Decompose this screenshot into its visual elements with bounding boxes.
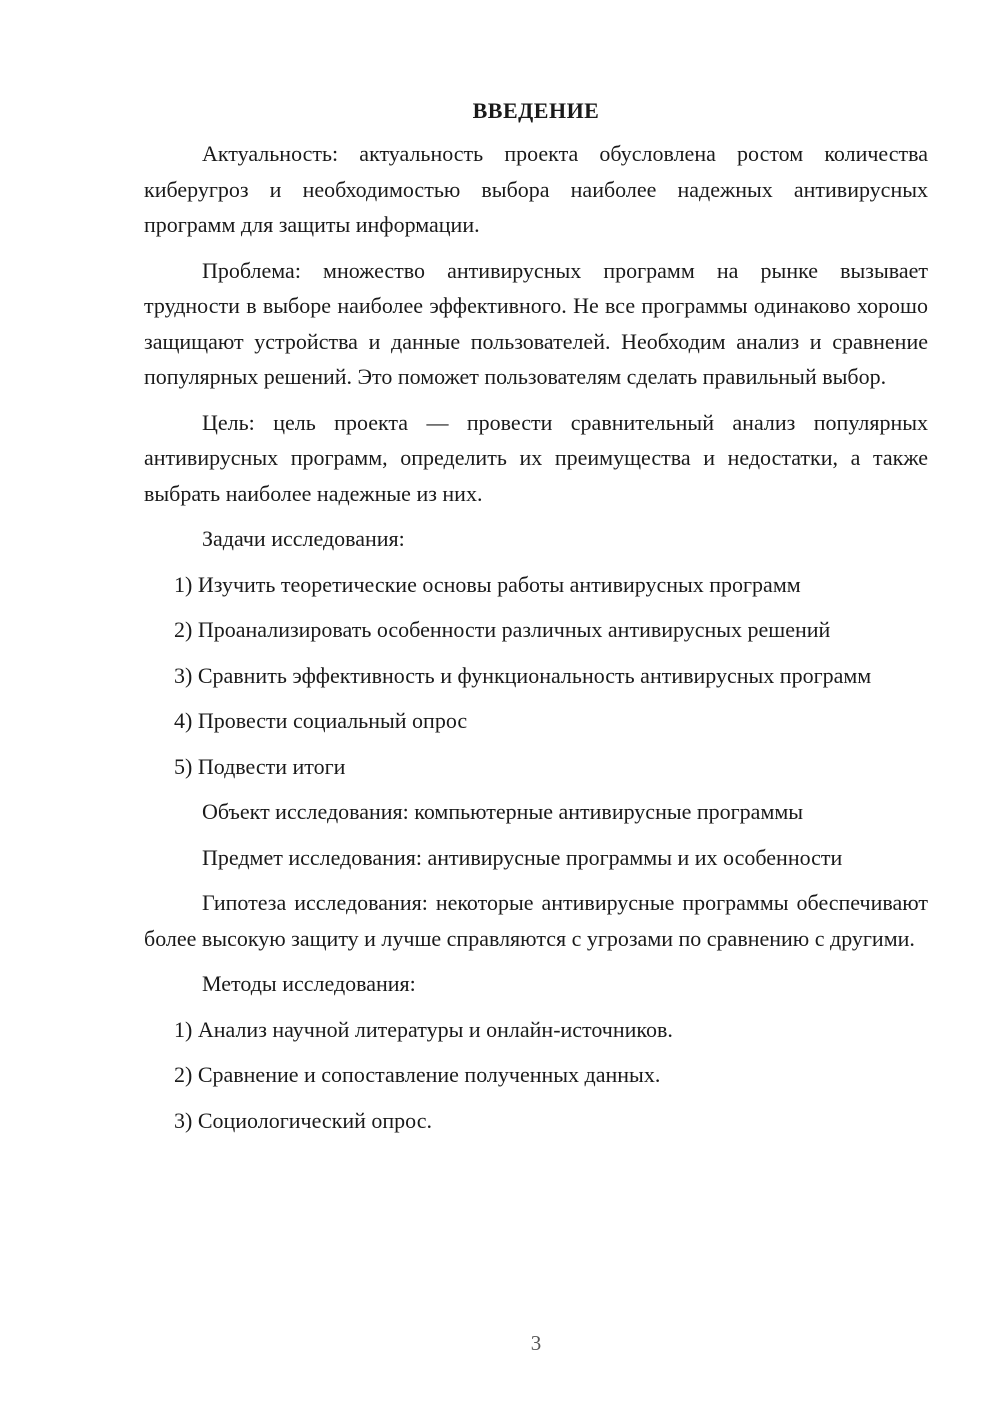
paragraph-hypothesis: Гипотеза исследования: некоторые антивирусные программы обеспечивают более высокую защиту и лучше справляются с угрозами по сравнению с другими.	[144, 890, 928, 951]
paragraph-subject: Предмет исследования: антивирусные программы и их особенности	[202, 844, 843, 870]
page-number: 3	[530, 1331, 542, 1355]
task-item-1: 1) Изучить теоретические основы работы антивирусных программ	[174, 571, 801, 597]
section-heading: ВВЕДЕНИЕ	[472, 98, 600, 123]
paragraph-relevance: Актуальность: актуальность проекта обусловлена ростом количества киберугроз и необходимостью выбора наиболее надежных антивирусных программ для защиты информации.	[144, 141, 928, 237]
task-item-3: 3) Сравнить эффективность и функциональность антивирусных программ	[174, 662, 872, 688]
methods-title: Методы исследования:	[202, 971, 416, 996]
method-item-3: 3) Социологический опрос.	[174, 1107, 432, 1133]
method-item-2: 2) Сравнение и сопоставление полученных данных.	[174, 1062, 661, 1087]
tasks-title: Задачи исследования:	[202, 526, 405, 551]
paragraph-object: Объект исследования: компьютерные антивирусные программы	[202, 799, 804, 824]
task-item-5: 5) Подвести итоги	[174, 753, 346, 779]
method-item-1: 1) Анализ научной литературы и онлайн-источников.	[174, 1016, 673, 1042]
task-item-2: 2) Проанализировать особенности различных антивирусных решений	[174, 617, 831, 642]
paragraph-problem: Проблема: множество антивирусных программ на рынке вызывает трудности в выборе наиболее эффективного. Не все программы одинаково хорошо защищают устройства и данные пользователей. Необходим анализ и сравнение популярных решений. Это поможет пользователям сделать правильный выбор.	[144, 257, 928, 389]
task-item-4: 4) Провести социальный опрос	[174, 708, 468, 733]
paragraph-goal: Цель: цель проекта — провести сравнительный анализ популярных антивирусных программ, определить их преимущества и недостатки, а также выбрать наиболее надежные из них.	[144, 409, 928, 506]
page-content	[144, 96, 928, 1148]
